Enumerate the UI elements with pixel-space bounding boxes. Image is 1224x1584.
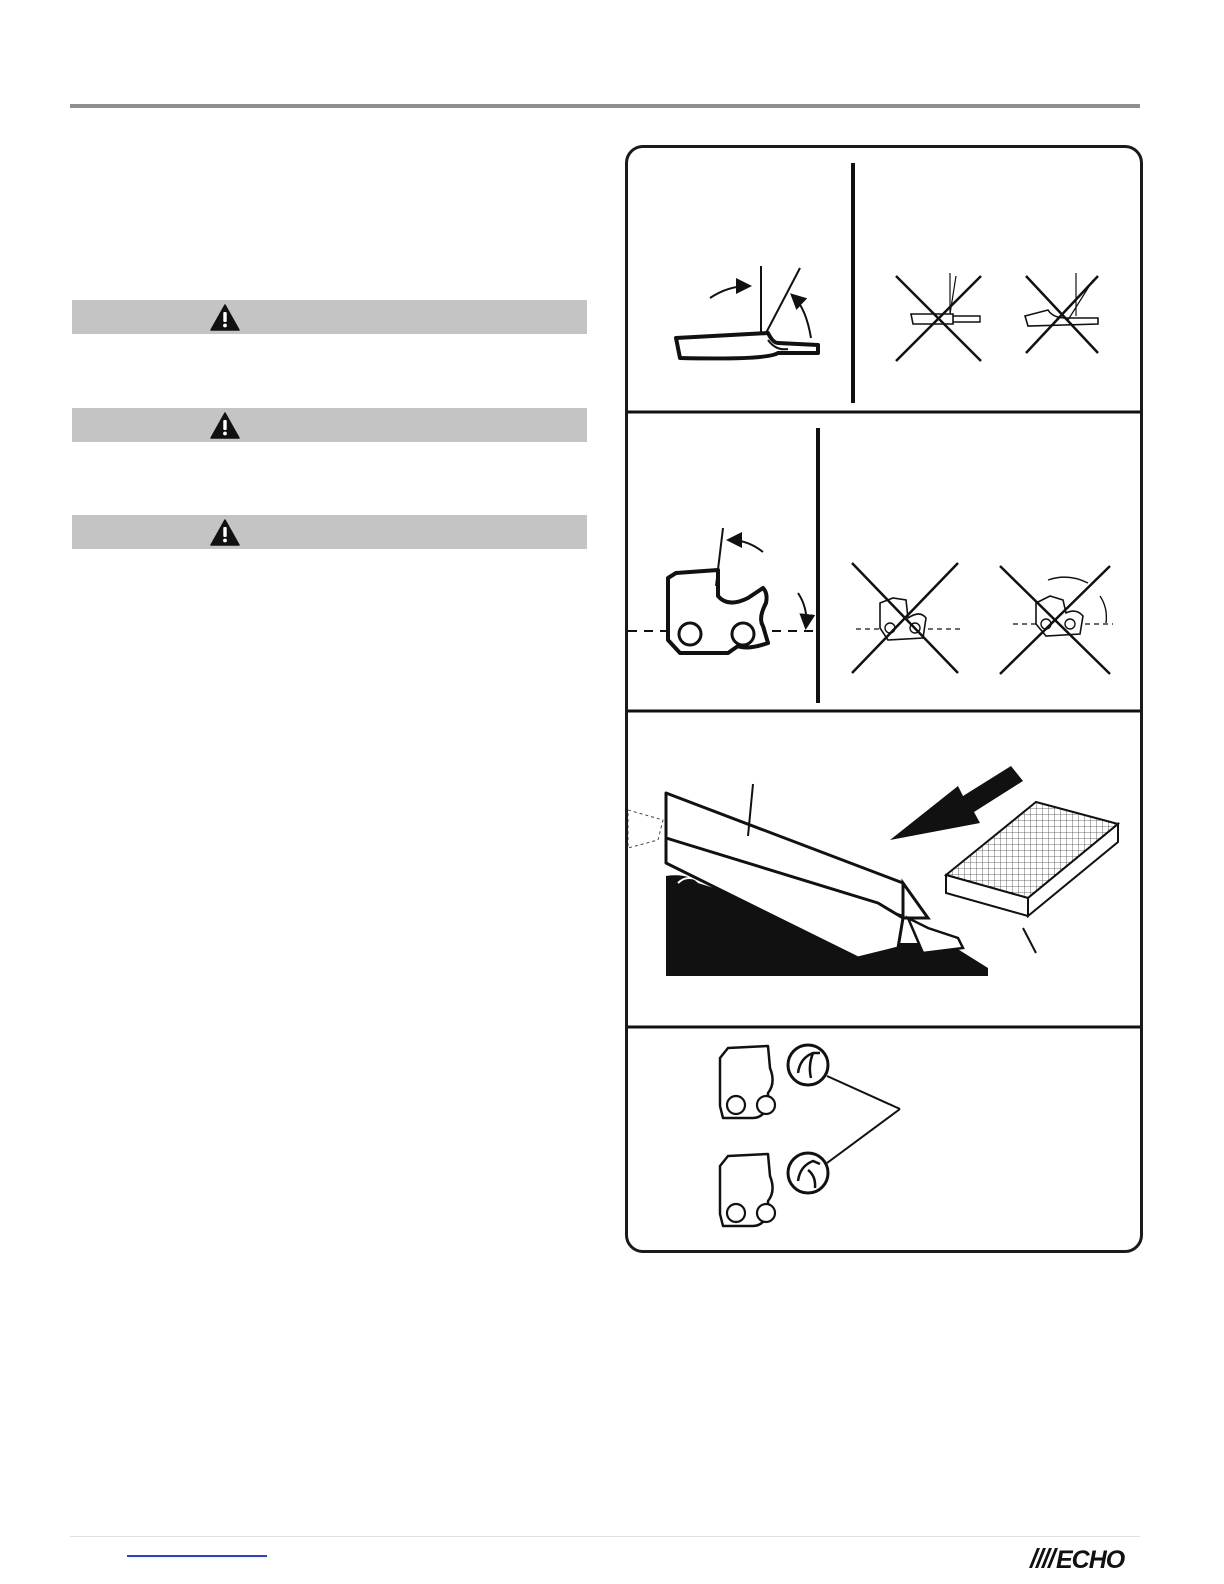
cutter-top-plate-correct	[676, 266, 818, 358]
warning-triangle-icon	[210, 304, 240, 331]
cutter-icon	[720, 1045, 828, 1118]
warning-bar	[72, 515, 587, 549]
warning-triangle-icon	[210, 412, 240, 439]
footer-rule	[70, 1536, 1140, 1537]
x-mark-icon	[896, 273, 981, 361]
callout-line	[827, 1109, 900, 1163]
warning-bar	[72, 300, 587, 334]
x-mark-icon	[1025, 273, 1098, 353]
cutter-side-correct	[628, 528, 813, 653]
svg-text:ECHO: ECHO	[1056, 1546, 1125, 1572]
x-mark-icon	[1000, 566, 1113, 674]
x-mark-icon	[852, 563, 963, 673]
echo-logo	[1025, 1542, 1143, 1572]
footer-link[interactable]	[127, 1555, 267, 1557]
flat-file-block	[946, 802, 1118, 953]
warning-triangle-icon	[210, 519, 240, 546]
cutter-icon	[720, 1153, 828, 1226]
sharpening-illustration	[628, 148, 1140, 1250]
warning-bar	[72, 408, 587, 442]
callout-line	[827, 1076, 900, 1109]
sharpening-figure-panel	[625, 145, 1143, 1253]
header-rule	[70, 104, 1140, 108]
